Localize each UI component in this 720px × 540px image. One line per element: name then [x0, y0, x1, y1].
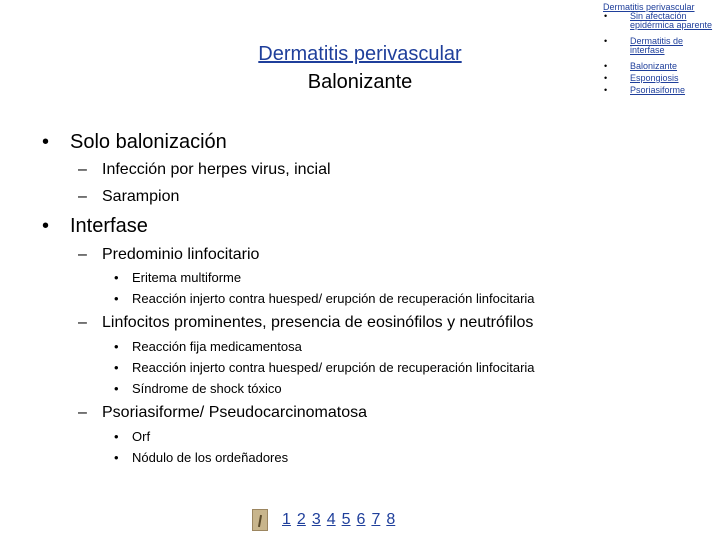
page-link-1[interactable]: 1 — [282, 511, 291, 528]
side-nav-item — [603, 62, 715, 71]
dash-mark: – — [78, 161, 87, 178]
bullet-text: Reacción injerto contra huesped/ erupción de recuperación linfocitaria — [132, 291, 535, 306]
dot-mark: • — [114, 360, 119, 375]
dash-mark: – — [78, 314, 87, 331]
bullet-level3 — [114, 360, 535, 375]
dash-mark: – — [78, 404, 87, 421]
slide-title — [200, 40, 520, 96]
page-navigation — [252, 508, 395, 532]
bullet-text: Reacción injerto contra huesped/ erupción de recuperación linfocitaria — [132, 360, 535, 375]
bullet-level2 — [78, 161, 331, 179]
side-nav-link-balonizante[interactable]: Balonizante — [630, 61, 678, 71]
side-nav-item — [603, 37, 715, 55]
title-link-dermatitis-perivascular[interactable]: Dermatitis perivascular — [258, 43, 462, 65]
dash-mark: – — [78, 188, 87, 205]
side-nav-item — [603, 12, 715, 30]
bullet-level2 — [78, 246, 259, 264]
dot-mark: • — [114, 339, 119, 354]
bullet-text: Psoriasiforme/ Pseudocarcinomatosa — [102, 404, 368, 421]
bullet-level1 — [42, 215, 148, 238]
bullet-text: Interfase — [70, 215, 148, 237]
dot-mark: • — [114, 270, 119, 285]
bullet-text: Reacción fija medicamentosa — [132, 339, 302, 354]
side-nav-bullet: • — [604, 11, 608, 21]
side-nav-link-espongiosis[interactable]: Espongiosis — [630, 73, 679, 83]
bullet-level3 — [114, 339, 302, 354]
bullet-level2 — [78, 404, 367, 422]
bullet-text: Infección por herpes virus, incial — [102, 161, 331, 178]
bullet-text: Nódulo de los ordeñadores — [132, 450, 289, 465]
bullet-level3 — [114, 291, 535, 306]
side-navigation — [603, 3, 715, 95]
bullet-text: Orf — [132, 429, 151, 444]
bullet-text: Sarampion — [102, 188, 180, 205]
side-nav-bullet: • — [604, 61, 608, 71]
bullet-mark: • — [42, 215, 50, 237]
side-nav-link-interfase[interactable]: Dermatitis de interfase — [630, 36, 684, 55]
page-link-4[interactable]: 4 — [326, 511, 336, 528]
bullet-level3 — [114, 429, 150, 444]
bullet-text: Solo balonización — [70, 131, 227, 153]
dash-mark: – — [78, 246, 87, 263]
side-nav-item — [603, 74, 715, 83]
bullet-level3 — [114, 270, 241, 285]
bullet-level2 — [78, 188, 179, 206]
book-icon[interactable] — [252, 509, 268, 531]
side-nav-bullet: • — [604, 85, 608, 95]
bullet-text: Eritema multiforme — [132, 270, 242, 285]
title-subheading: Balonizante — [307, 71, 413, 93]
page-link-5[interactable]: 5 — [341, 511, 351, 528]
bullet-text: Predominio linfocitario — [102, 246, 260, 263]
page-link-7[interactable]: 7 — [371, 511, 381, 528]
side-nav-list — [603, 12, 715, 95]
dot-mark: • — [114, 450, 119, 465]
page-link-3[interactable]: 3 — [311, 511, 321, 528]
bullet-level2 — [78, 314, 533, 332]
bullet-mark: • — [42, 131, 50, 153]
bullet-level3 — [114, 381, 282, 396]
side-nav-heading-link[interactable]: Dermatitis perivascular — [603, 2, 695, 12]
page-link-8[interactable]: 8 — [386, 511, 396, 528]
side-nav-bullet: • — [604, 73, 608, 83]
bullet-text: Linfocitos prominentes, presencia de eosinófilos y neutrófilos — [102, 314, 534, 331]
dot-mark: • — [114, 291, 119, 306]
dot-mark: • — [114, 429, 119, 444]
page-link-2[interactable]: 2 — [296, 511, 306, 528]
bullet-text: Síndrome de shock tóxico — [132, 381, 282, 396]
side-nav-link-sin-afectacion[interactable]: Sin afectación epidérmica aparente — [630, 11, 713, 30]
bullet-level3 — [114, 450, 288, 465]
side-nav-item — [603, 86, 715, 95]
side-nav-link-psoriasiforme[interactable]: Psoriasiforme — [630, 85, 686, 95]
side-nav-bullet: • — [604, 36, 608, 46]
page-link-6[interactable]: 6 — [356, 511, 366, 528]
dot-mark: • — [114, 381, 119, 396]
bullet-level1 — [42, 131, 227, 154]
